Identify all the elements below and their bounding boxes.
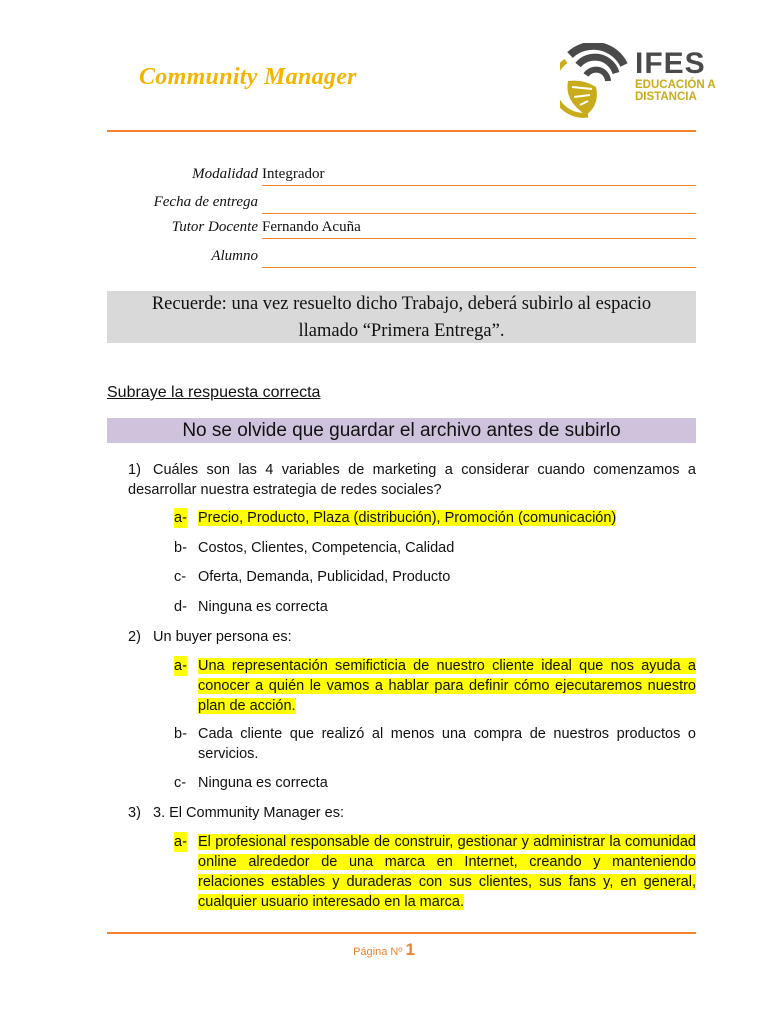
option-text: Costos, Clientes, Competencia, Calidad	[198, 540, 455, 556]
option-text: Ninguna es correcta	[198, 599, 328, 615]
document-title: Community Manager	[139, 64, 357, 90]
q2-option-a[interactable]	[174, 656, 696, 716]
modalidad-label: Modalidad	[192, 166, 258, 182]
q2-option-c[interactable]	[174, 773, 696, 793]
option-text: Cada cliente que realizó al menos una compra de nuestros productos o servicios.	[198, 726, 696, 762]
option-text: El profesional responsable de construir, gestionar y administrar la comunidad online alrededor de una marca en Internet, creando y manteniendo relaciones estables y duraderas con sus clientes, sus fans y, en general, cualquier usuario interesado en la marca.	[198, 834, 696, 910]
option-text: Oferta, Demanda, Publicidad, Producto	[198, 569, 451, 585]
q3-option-a[interactable]	[174, 832, 696, 912]
option-text: Una representación semificticia de nuestro cliente ideal que nos ayuda a conocer a quién le vamos a hablar para definir cómo ejecutaremos nuestro plan de acción.	[198, 658, 696, 714]
alumno-label: Alumno	[211, 248, 258, 264]
option-text: Precio, Producto, Plaza (distribución), Promoción (comunicación)	[198, 510, 617, 526]
tutor-label: Tutor Docente	[171, 219, 258, 235]
page-footer	[0, 940, 768, 960]
option-letter: b-	[174, 726, 187, 742]
logo-tagline-1: EDUCACIÓN A	[635, 79, 716, 91]
question-number: 1)	[128, 462, 141, 478]
fecha-label: Fecha de entrega	[153, 194, 258, 210]
footer-divider	[107, 932, 696, 934]
save-reminder-banner: No se olvide que guardar el archivo antes de subirlo	[107, 418, 696, 443]
ifes-wifi-shield-icon	[560, 43, 630, 119]
header-divider	[107, 130, 696, 132]
notice-box	[107, 291, 696, 343]
option-letter: a-	[174, 658, 187, 674]
question-text: Un buyer persona es:	[153, 629, 292, 645]
option-letter: a-	[174, 510, 187, 526]
q1-option-c[interactable]	[174, 567, 696, 587]
fecha-underline	[262, 213, 696, 214]
q2-option-b[interactable]	[174, 724, 696, 764]
notice-line-2: llamado “Primera Entrega”.	[298, 321, 505, 341]
option-letter: b-	[174, 540, 187, 556]
question-text: Cuáles son las 4 variables de marketing a considerar cuando comenzamos a desarrollar nuestra estrategia de redes sociales?	[128, 462, 696, 498]
question-3	[128, 803, 696, 823]
option-letter: c-	[174, 775, 187, 791]
meta-row-fecha	[107, 190, 696, 214]
meta-row-modalidad	[107, 162, 696, 186]
question-number: 3)	[128, 805, 141, 821]
question-1	[128, 460, 696, 500]
modalidad-underline	[262, 185, 696, 186]
option-letter: a-	[174, 834, 187, 850]
tutor-value[interactable]: Fernando Acuña	[262, 219, 361, 235]
meta-row-tutor	[107, 215, 696, 239]
option-letter: c-	[174, 569, 187, 585]
alumno-underline	[262, 267, 696, 268]
logo-tagline-2: DISTANCIA	[635, 91, 697, 103]
option-text: Ninguna es correcta	[198, 775, 328, 791]
tutor-underline	[262, 238, 696, 239]
q1-option-a[interactable]	[174, 508, 696, 528]
logo-wordmark: IFES	[635, 47, 706, 80]
meta-row-alumno	[107, 244, 696, 268]
ifes-logo	[560, 43, 768, 119]
section-instruction: Subraye la respuesta correcta	[107, 384, 321, 401]
question-number: 2)	[128, 629, 141, 645]
q1-option-b[interactable]	[174, 538, 696, 558]
question-2	[128, 627, 696, 647]
page-number: 1	[405, 940, 415, 959]
page-label: Página Nº	[353, 946, 403, 958]
notice-line-1: Recuerde: una vez resuelto dicho Trabajo, deberá subirlo al espacio	[151, 294, 652, 314]
question-text: 3. El Community Manager es:	[153, 805, 344, 821]
option-letter: d-	[174, 599, 187, 615]
q1-option-d[interactable]	[174, 597, 696, 617]
modalidad-value[interactable]: Integrador	[262, 166, 325, 182]
